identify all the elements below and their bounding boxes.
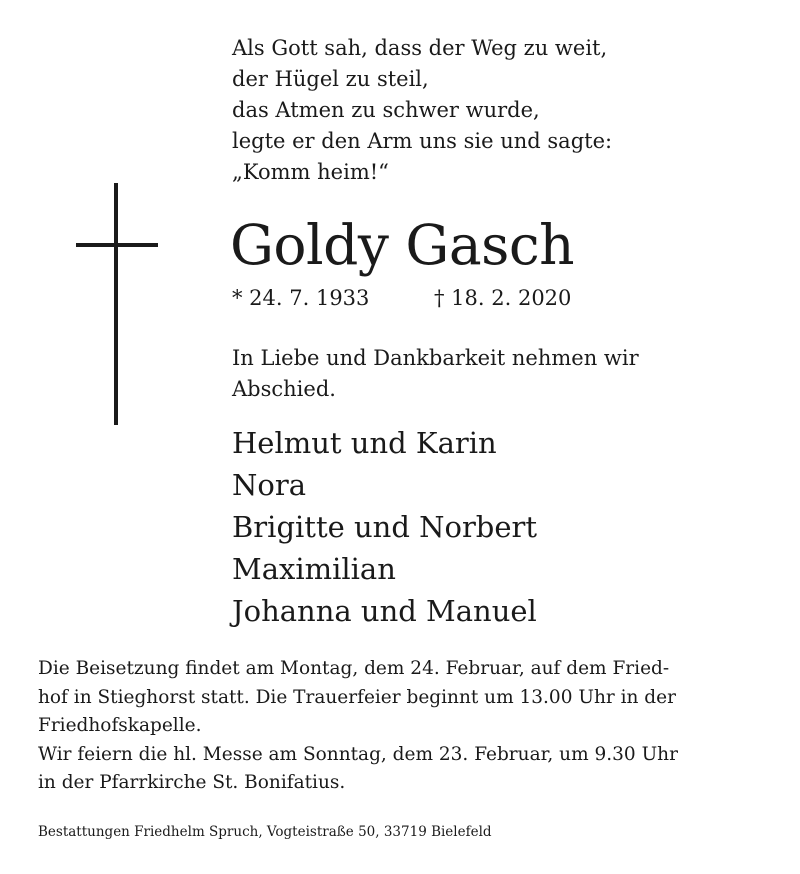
poem-line: Als Gott sah, dass der Weg zu weit, [232, 36, 608, 60]
family-member: Johanna und Manuel [232, 594, 537, 628]
life-dates [232, 283, 572, 313]
family-member: Helmut und Karin [232, 426, 497, 460]
cross-vertical-bar [114, 183, 118, 425]
deceased-name: Goldy Gasch [230, 213, 575, 277]
cross-horizontal-bar [76, 243, 158, 247]
poem-line: „Komm heim!“ [232, 160, 389, 184]
family-list [232, 422, 537, 632]
notice-line: hof in Stieghorst statt. Die Trauerfeier beginnt um 13.00 Uhr in der [38, 686, 676, 708]
poem [232, 33, 612, 188]
poem-line: der Hügel zu steil, [232, 67, 429, 91]
family-member: Nora [232, 468, 306, 502]
undertaker-footer: Bestattungen Friedhelm Spruch, Vogteistraße 50, 33719 Bielefeld [38, 824, 492, 840]
birth-date: * 24. 7. 1933 [232, 286, 370, 310]
funeral-notice [38, 655, 678, 798]
farewell-text [232, 343, 639, 405]
family-member: Brigitte und Norbert [232, 510, 538, 544]
farewell-line: In Liebe und Dankbarkeit nehmen wir [232, 346, 639, 370]
notice-line: in der Pfarrkirche St. Bonifatius. [38, 772, 346, 793]
notice-line: Wir feiern die hl. Messe am Sonntag, dem 23. Februar, um 9.30 Uhr [38, 743, 678, 765]
farewell-line: Abschied. [232, 377, 336, 401]
death-date: † 18. 2. 2020 [434, 286, 572, 310]
cross-icon [76, 183, 158, 425]
family-member: Maximilian [232, 552, 396, 586]
notice-line: Friedhofskapelle. [38, 715, 202, 736]
notice-line: Die Beisetzung findet am Montag, dem 24. Februar, auf dem Fried- [38, 658, 670, 679]
poem-line: legte er den Arm uns sie und sagte: [232, 129, 613, 153]
poem-line: das Atmen zu schwer wurde, [232, 98, 540, 122]
